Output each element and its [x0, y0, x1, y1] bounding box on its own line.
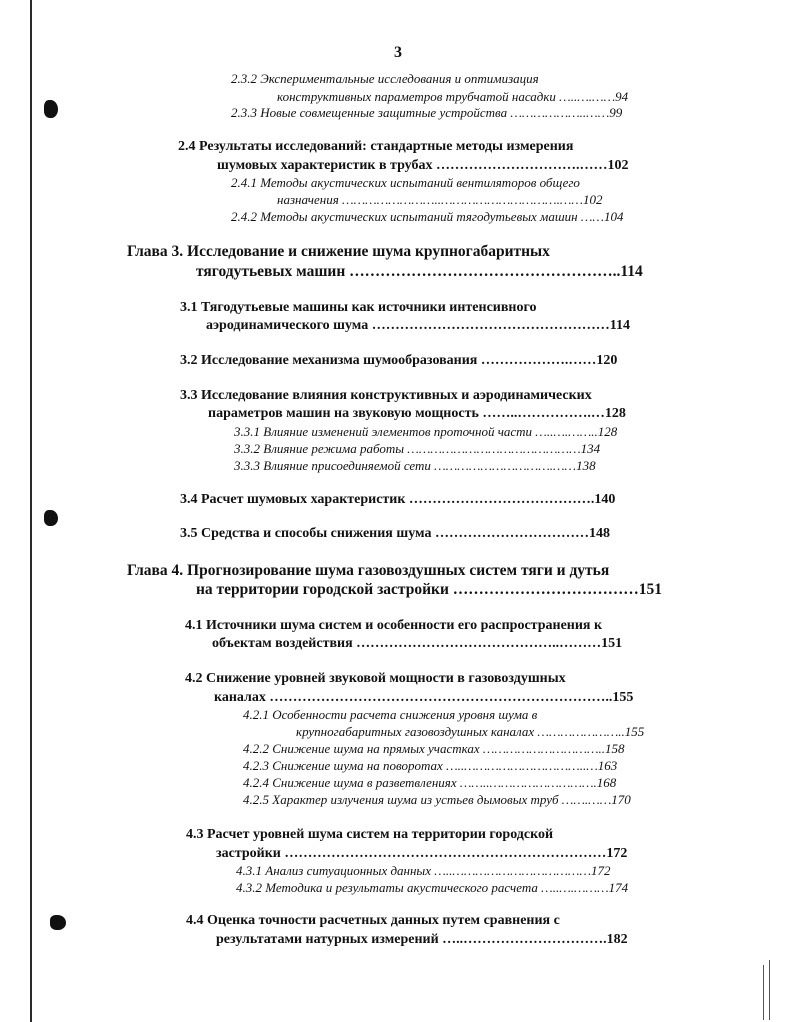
- toc-entry: 2.4.2 Методы акустических испытаний тягодутьевых машин ……104: [231, 209, 624, 224]
- toc-entry: 3.4 Расчет шумовых характеристик ………………………………….140: [180, 492, 616, 507]
- toc-entry: 4.2.5 Характер излучения шума из устьев дымовых труб …….……170: [243, 792, 631, 807]
- toc-entry: назначения ……………………..………………………….……102: [277, 192, 603, 207]
- page-number: 3: [394, 44, 402, 61]
- toc-entry: 2.4.1 Методы акустических испытаний вентиляторов общего: [231, 175, 580, 190]
- toc-entry: 3.3.2 Влияние режима работы ………………………………………134: [234, 441, 601, 456]
- toc-entry: 4.1 Источники шума систем и особенности его распространения к: [185, 618, 603, 633]
- toc-entry: аэродинамического шума ……………………………………………114: [206, 318, 630, 333]
- toc-entry: 4.2.1 Особенности расчета снижения уровня шума в: [243, 707, 538, 722]
- binding-hole-mark: [50, 915, 66, 930]
- toc-entry: 4.2.4 Снижение шума в разветвлениях ……..……………………….168: [243, 775, 617, 790]
- toc-entry: застройки ……………………………………………………………172: [216, 846, 628, 861]
- toc-entry: объектам воздействия ……………………………………..………151: [212, 636, 623, 651]
- toc-entry: каналах ………………………………………………………………..155: [214, 690, 634, 705]
- toc-entry: 3.2 Исследование механизма шумообразования ……………….……120: [180, 353, 618, 368]
- toc-entry: 4.3.1 Анализ ситуационных данных …..………………………………172: [236, 863, 611, 878]
- toc-entry: результатами натурных измерений …..………………………….182: [216, 932, 628, 947]
- toc-entry: 3.5 Средства и способы снижения шума ……………………………148: [180, 526, 610, 541]
- toc-entry: 3.3.1 Влияние изменений элементов проточной части …..….……..128: [234, 424, 618, 439]
- scan-artifact-line: [763, 965, 764, 1020]
- toc-entry: 2.4 Результаты исследований: стандартные методы измерения: [178, 139, 574, 154]
- scan-edge-line: [30, 0, 32, 1022]
- toc-entry: 4.3 Расчет уровней шума систем на территории городской: [186, 827, 554, 842]
- toc-entry: 2.3.3 Новые совмещенные защитные устройства ………………..……99: [231, 105, 623, 120]
- toc-chapter: на территории городской застройки ………………………………151: [196, 581, 663, 598]
- toc-entry: 3.3.3 Влияние присоединяемой сети ………………………….……138: [234, 458, 596, 473]
- toc-chapter: Глава 3. Исследование и снижение шума крупногабаритных: [127, 243, 550, 260]
- toc-entry: параметров машин на звуковую мощность ……..…………….…128: [208, 406, 626, 421]
- toc-entry: 4.2.2 Снижение шума на прямых участках …………………………..158: [243, 741, 625, 756]
- toc-entry: крупногабаритных газовоздушных каналах …………………..155: [296, 724, 645, 739]
- toc-entry: шумовых характеристик в трубах ………………………….……102: [217, 158, 629, 173]
- scan-margin: [0, 0, 30, 1022]
- scan-artifact-line: [769, 960, 770, 1020]
- toc-entry: 2.3.2 Экспериментальные исследования и оптимизация: [231, 71, 539, 86]
- toc-entry: 4.2.3 Снижение шума на поворотах …..…………………………..…163: [243, 758, 618, 773]
- toc-entry: 4.3.2 Методика и результаты акустического расчета …..….………174: [236, 880, 629, 895]
- toc-entry: 3.3 Исследование влияния конструктивных и аэродинамических: [180, 388, 592, 403]
- binding-hole-mark: [44, 510, 58, 526]
- toc-chapter: тягодутьевых машин ……………………………………………..114: [196, 263, 643, 280]
- toc-entry: 3.1 Тягодутьевые машины как источники интенсивного: [180, 300, 537, 315]
- toc-chapter: Глава 4. Прогнозирование шума газовоздушных систем тяги и дутья: [127, 562, 610, 579]
- toc-entry: 4.2 Снижение уровней звуковой мощности в газовоздушных: [185, 671, 566, 686]
- binding-hole-mark: [44, 100, 58, 118]
- toc-entry: конструктивных параметров трубчатой насадки …..….……94: [277, 89, 629, 104]
- toc-entry: 4.4 Оценка точности расчетных данных путем сравнения с: [186, 913, 560, 928]
